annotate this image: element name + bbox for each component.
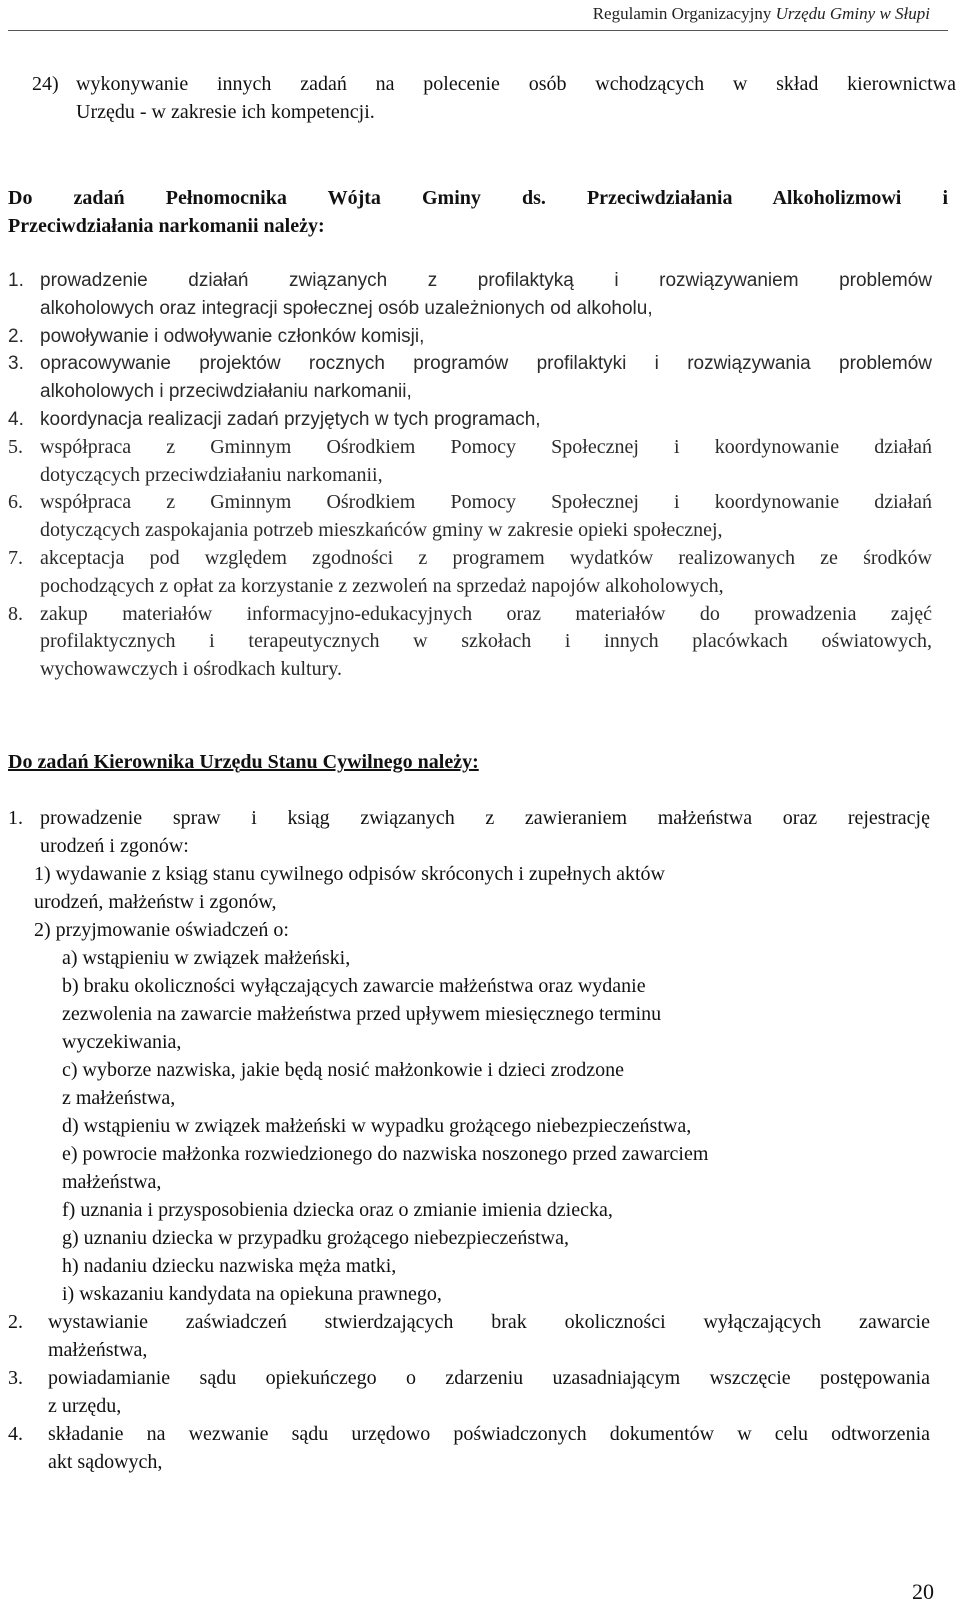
letter-item-line: e) powrocie małżonka rozwiedzionego do nazwiska noszonego przed zawarciem bbox=[62, 1143, 709, 1165]
list-item bbox=[8, 545, 932, 601]
list-item-line: dotyczących zaspokajania potrzeb mieszkańców gminy w zakresie opieki społecznej, bbox=[40, 519, 723, 542]
list-number: 7. bbox=[8, 546, 23, 569]
letter-item-line: a) wstąpieniu w związek małżeński, bbox=[62, 947, 351, 969]
list-number: 1. bbox=[8, 270, 24, 291]
sub-item-line: 1) wydawanie z ksiąg stanu cywilnego odpisów skróconych i zupełnych aktów bbox=[34, 863, 665, 885]
list-item-line: wykonywanie innych zadań na polecenie osób wchodzących w skład kierownictwa bbox=[76, 73, 956, 95]
list-item-line: współpraca z Gminnym Ośrodkiem Pomocy Społecznej i koordynowanie działań bbox=[40, 435, 932, 458]
letter-item-line: h) nadaniu dziecku nazwiska męża matki, bbox=[62, 1255, 397, 1277]
letter-item-line: zezwolenia na zawarcie małżeństwa przed upływem miesięcznego terminu bbox=[62, 1003, 662, 1025]
list-item-line: wystawianie zaświadczeń stwierdzających brak okoliczności wyłączających zawarcie bbox=[48, 1311, 930, 1333]
list-item bbox=[8, 489, 932, 545]
list-number: 8. bbox=[8, 602, 23, 625]
list-item-line: akt sądowych, bbox=[48, 1451, 163, 1473]
list-item-line: alkoholowych i przeciwdziałaniu narkomanii, bbox=[40, 381, 412, 403]
list-item-line: prowadzenie działań związanych z profilaktyką i rozwiązywaniem problemów bbox=[40, 270, 932, 291]
list-item-line: z urzędu, bbox=[48, 1395, 122, 1417]
sub-item bbox=[8, 916, 930, 944]
list-item bbox=[8, 267, 932, 323]
list-number: 24) bbox=[32, 73, 59, 95]
page-number: 20 bbox=[912, 1579, 934, 1604]
list-item bbox=[8, 804, 930, 860]
letter-item-line: b) braku okoliczności wyłączających zawarcie małżeństwa oraz wydanie bbox=[62, 975, 646, 997]
list-item-line: akceptacja pod względem zgodności z programem wydatków realizowanych ze środków bbox=[40, 546, 932, 569]
list-number: 5. bbox=[8, 435, 23, 458]
intro-item bbox=[8, 70, 956, 126]
section2-list bbox=[8, 804, 930, 1476]
list-item-line: urodzeń i zgonów: bbox=[40, 835, 189, 857]
list-item-line: zakup materiałów informacyjno-edukacyjnych oraz materiałów do prowadzenia zajęć bbox=[40, 602, 932, 625]
header-rule bbox=[8, 30, 948, 31]
section-heading-usc bbox=[8, 748, 956, 776]
list-item bbox=[8, 1420, 930, 1476]
list-number: 6. bbox=[8, 491, 23, 514]
list-item-line: prowadzenie spraw i ksiąg związanych z zawieraniem małżeństwa oraz rejestrację bbox=[40, 807, 930, 829]
list-number: 2. bbox=[8, 325, 24, 347]
section-heading-line: Przeciwdziałania narkomanii należy: bbox=[8, 215, 325, 237]
letter-item-line: c) wyborze nazwiska, jakie będą nosić małżonkowie i dzieci zrodzone bbox=[62, 1059, 624, 1081]
letter-item-line: f) uznania i przysposobienia dziecka oraz o zmianie imienia dziecka, bbox=[62, 1199, 613, 1221]
section1-list bbox=[8, 267, 932, 684]
header-title: Regulamin Organizacyjny bbox=[592, 4, 776, 23]
list-number: 1. bbox=[8, 807, 23, 829]
sub-item-line: 2) przyjmowanie oświadczeń o: bbox=[34, 919, 289, 941]
list-item-line: profilaktycznych i terapeutycznych w szkołach i innych placówkach oświatowych, bbox=[40, 630, 932, 653]
list-item bbox=[8, 406, 932, 434]
list-item bbox=[8, 323, 932, 351]
list-item-line: składanie na wezwanie sądu urzędowo poświadczonych dokumentów w celu odtworzenia bbox=[48, 1423, 930, 1445]
sub-item-line: urodzeń, małżeństw i zgonów, bbox=[34, 891, 277, 913]
letter-item-line: małżeństwa, bbox=[62, 1171, 162, 1193]
list-item bbox=[8, 434, 932, 490]
list-item-line: opracowywanie projektów rocznych programów profilaktyki i rozwiązywania problemów bbox=[40, 353, 932, 375]
sub-item bbox=[8, 860, 930, 916]
list-item-line: małżeństwa, bbox=[48, 1339, 148, 1361]
list-item bbox=[8, 1308, 930, 1364]
list-item-line: koordynacja realizacji zadań przyjętych w tych programach, bbox=[40, 408, 541, 430]
list-number: 3. bbox=[8, 1367, 23, 1389]
list-item-line: dotyczących przeciwdziałaniu narkomanii, bbox=[40, 463, 383, 486]
letter-item-line: g) uznaniu dziecka w przypadku grożącego niebezpieczeństwa, bbox=[62, 1227, 569, 1249]
list-item bbox=[8, 1364, 930, 1420]
list-item-line: alkoholowych oraz integracji społecznej osób uzależnionych od alkoholu, bbox=[40, 297, 653, 319]
list-item-line: powoływanie i odwoływanie członków komisji, bbox=[40, 325, 425, 347]
list-item bbox=[8, 601, 932, 684]
letter-item-line: wyczekiwania, bbox=[62, 1031, 182, 1053]
list-number: 2. bbox=[8, 1311, 23, 1333]
letter-item-line: z małżeństwa, bbox=[62, 1087, 176, 1109]
list-item-line: pochodzących z opłat za korzystanie z zezwoleń na sprzedaż napojów alkoholowych, bbox=[40, 574, 724, 597]
list-item-line: powiadamianie sądu opiekuńczego o zdarzeniu uzasadniającym wszczęcie postępowania bbox=[48, 1367, 930, 1389]
letter-item-line: d) wstąpieniu w związek małżeński w wypadku grożącego niebezpieczeństwa, bbox=[62, 1115, 692, 1137]
list-number: 4. bbox=[8, 408, 24, 430]
list-item-line: Urzędu - w zakresie ich kompetencji. bbox=[76, 101, 375, 123]
list-item-line: wychowawczych i ośrodkach kultury. bbox=[40, 658, 342, 681]
list-number: 4. bbox=[8, 1423, 23, 1445]
list-item-line: współpraca z Gminnym Ośrodkiem Pomocy Społecznej i koordynowanie działań bbox=[40, 491, 932, 514]
page-header bbox=[593, 4, 930, 24]
header-title-italic: Urzędu Gminy w Słupi bbox=[775, 4, 930, 23]
list-number: 3. bbox=[8, 353, 24, 375]
letter-item-line: i) wskazaniu kandydata na opiekuna prawnego, bbox=[62, 1283, 442, 1305]
section-heading-pelnomocnik bbox=[8, 184, 948, 240]
letter-list bbox=[8, 944, 930, 1308]
section-heading-line: Do zadań Pełnomocnika Wójta Gminy ds. Przeciwdziałania Alkoholizmowi i bbox=[8, 187, 948, 209]
list-item bbox=[8, 350, 932, 406]
section-heading-line: Do zadań Kierownika Urzędu Stanu Cywilnego należy: bbox=[8, 751, 479, 773]
